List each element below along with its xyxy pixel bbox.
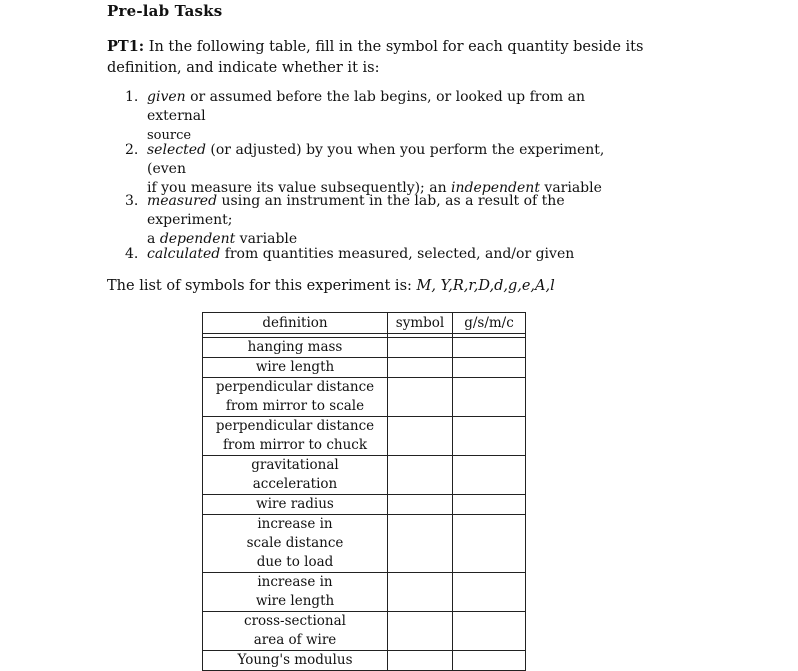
table-body — [203, 334, 526, 671]
category-cell[interactable] — [453, 358, 526, 378]
table-row — [203, 378, 526, 417]
symbol-cell[interactable] — [388, 612, 453, 651]
quantity-table — [202, 312, 526, 671]
symbol-cell[interactable] — [388, 573, 453, 612]
category-cell[interactable] — [453, 338, 526, 358]
header-symbol: symbol — [388, 313, 453, 334]
category-keyword: selected — [147, 142, 206, 158]
table-row — [203, 338, 526, 358]
definition-cell: perpendicular distance from mirror to scale — [203, 378, 388, 417]
definition-cell: increase in scale distance due to load — [203, 515, 388, 573]
category-cell[interactable] — [453, 378, 526, 417]
category-keyword: measured — [147, 193, 218, 209]
header-definition: definition — [203, 313, 388, 334]
table-row — [203, 515, 526, 573]
category-cell[interactable] — [453, 515, 526, 573]
symbol-list-line: The list of symbols for this experiment is: M, Y,R,r,D,d,g,e,A,l — [107, 278, 555, 294]
table-row — [203, 456, 526, 495]
definition-cell: hanging mass — [203, 338, 388, 358]
table-row — [203, 651, 526, 671]
symbol-cell[interactable] — [388, 378, 453, 417]
definition-cell: wire radius — [203, 495, 388, 515]
page-title: Pre-lab Tasks — [107, 2, 223, 20]
definition-cell: increase in wire length — [203, 573, 388, 612]
category-keyword: calculated — [147, 246, 221, 262]
category-keyword: given — [147, 89, 186, 105]
table-row — [203, 495, 526, 515]
definition-cell: Young's modulus — [203, 651, 388, 671]
symbol-cell[interactable] — [388, 358, 453, 378]
task-label: PT1: — [107, 38, 145, 55]
symbol-list: M, Y,R,r,D,d,g,e,A,l — [416, 278, 555, 294]
table-row — [203, 358, 526, 378]
symbol-cell[interactable] — [388, 456, 453, 495]
category-cell[interactable] — [453, 573, 526, 612]
table-row — [203, 573, 526, 612]
definition-cell: gravitational acceleration — [203, 456, 388, 495]
definition-cell: wire length — [203, 358, 388, 378]
symbol-cell[interactable] — [388, 515, 453, 573]
category-cell[interactable] — [453, 612, 526, 651]
task-intro — [107, 36, 647, 79]
symbol-cell[interactable] — [388, 495, 453, 515]
category-cell[interactable] — [453, 651, 526, 671]
definition-cell: cross-sectional area of wire — [203, 612, 388, 651]
symbol-cell[interactable] — [388, 417, 453, 456]
table-row — [203, 612, 526, 651]
category-cell[interactable] — [453, 456, 526, 495]
definition-cell: perpendicular distance from mirror to chuck — [203, 417, 388, 456]
symbol-cell[interactable] — [388, 338, 453, 358]
category-cell[interactable] — [453, 417, 526, 456]
table-header-row — [203, 313, 526, 334]
table-row — [203, 417, 526, 456]
header-gsmc: g/s/m/c — [453, 313, 526, 334]
symbol-cell[interactable] — [388, 651, 453, 671]
task-intro-text: In the following table, fill in the symbol for each quantity beside its definition, and indicate whether it is: — [107, 39, 644, 76]
category-cell[interactable] — [453, 495, 526, 515]
